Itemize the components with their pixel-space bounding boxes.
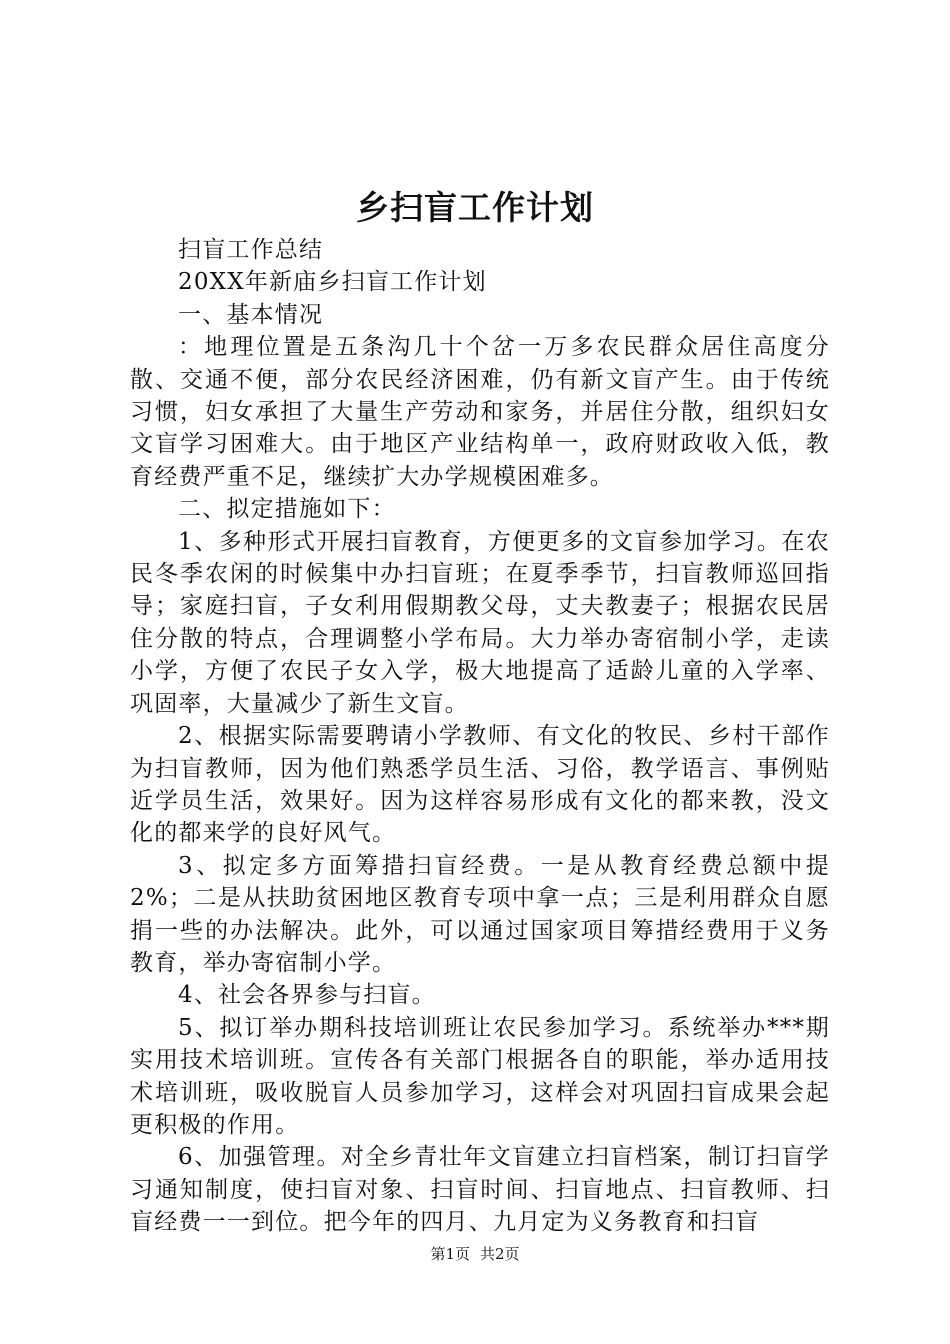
- section-heading-measures: 二、拟定措施如下：: [178, 496, 396, 523]
- paragraph-measure-4: 4、社会各界参与扫盲。: [178, 982, 436, 1009]
- paragraph-measure-5: 5、拟订举办期科技培训班让农民参加学习。系统举办***期实用技术培训班。宣传各有关部门根据各自的职能，举办适用技术培训班，吸收脱盲人员参加学习，这样会对巩固扫盲成果会起更积极的作用。: [130, 1014, 830, 1138]
- document-title: 乡扫盲工作计划: [356, 188, 594, 227]
- paragraph-measure-1: 1、多种形式开展扫盲教育，方便更多的文盲参加学习。在农民冬季农闲的时候集中办扫盲班；在夏季季节，扫盲教师巡回指导；家庭扫盲，子女利用假期教父母，丈夫教妻子；根据农民居住分散的特点，合理调整小学布局。大力举办寄宿制小学，走读小学，方便了农民子女入学，极大地提高了适龄儿童的入学率、巩固率，大量减少了新生文盲。: [130, 528, 830, 717]
- paragraph-basic-situation: ：地理位置是五条沟几十个岔一万多农民群众居住高度分散、交通不便，部分农民经济困难，仍有新文盲产生。由于传统习惯，妇女承担了大量生产劳动和家务，并居住分散，组织妇女文盲学习困难大。由于地区产业结构单一，政府财政收入低，教育经费严重不足，继续扩大办学规模困难多。: [130, 334, 830, 490]
- subtitle-plan: 20XX年新庙乡扫盲工作计划: [178, 269, 487, 296]
- subtitle-summary: 扫盲工作总结: [178, 237, 324, 263]
- page-total: 共2页: [480, 1245, 520, 1263]
- page-footer: [0, 1244, 950, 1264]
- section-heading-basic: 一、基本情况: [178, 301, 324, 328]
- document-body: [130, 234, 830, 1239]
- paragraph-measure-6: 6、加强管理。对全乡青壮年文盲建立扫盲档案，制订扫盲学习通知制度，使扫盲对象、扫盲时间、扫盲地点、扫盲教师、扫盲经费一一到位。把今年的四月、九月定为义务教育和扫盲: [130, 1144, 830, 1236]
- paragraph-measure-2: 2、根据实际需要聘请小学教师、有文化的牧民、乡村干部作为扫盲教师，因为他们熟悉学员生活、习俗，教学语言、事例贴近学员生活，效果好。因为这样容易形成有文化的都来教，没文化的都来学的良好风气。: [130, 723, 830, 847]
- page-number: 第1页: [430, 1245, 470, 1263]
- paragraph-measure-3: 3、拟定多方面筹措扫盲经费。一是从教育经费总额中提2%；二是从扶助贫困地区教育专项中拿一点；三是利用群众自愿捐一些的办法解决。此外，可以通过国家项目筹措经费用于义务教育，举办寄宿制小学。: [130, 852, 830, 976]
